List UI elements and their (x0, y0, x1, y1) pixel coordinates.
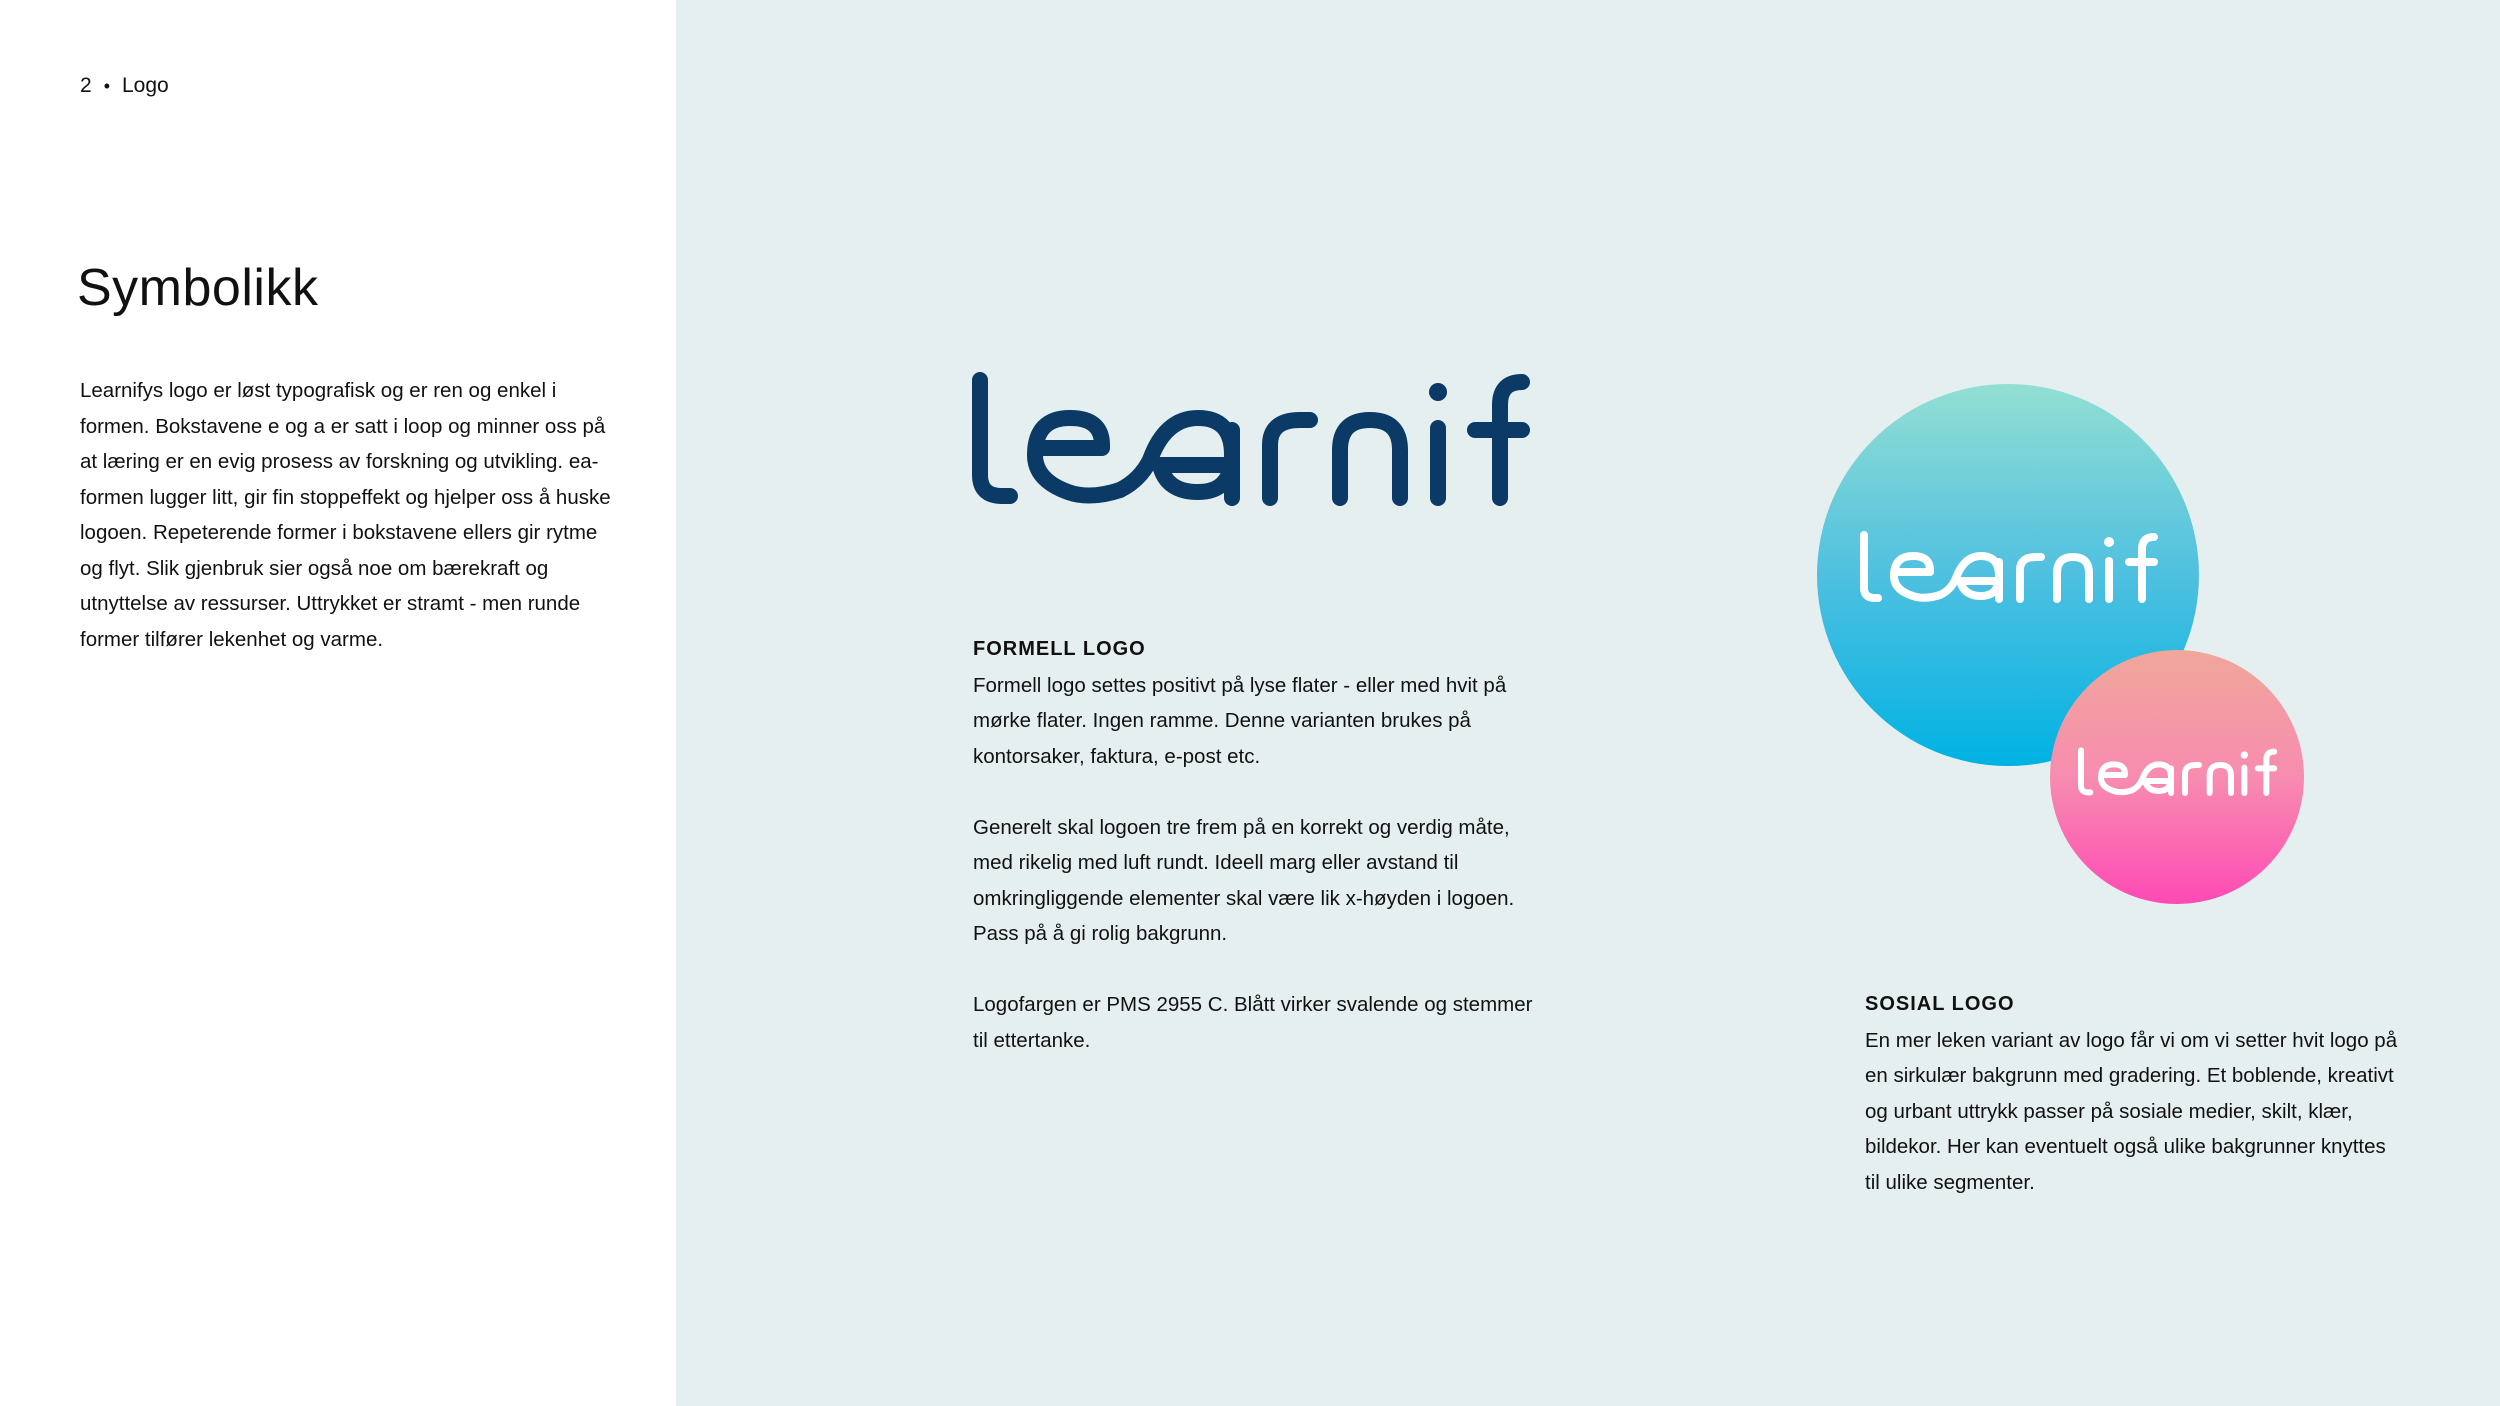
social-logo-wordmark-small (2077, 747, 2277, 807)
left-panel (0, 0, 676, 1406)
formal-paragraph-2: Generelt skal logoen tre frem på en korrekt og verdig måte, med rikelig med luft rundt. Ideell marg eller avstand til omkringliggende elementer skal være lik x-høyden i logoen. Pass på å gi rolig bakgrunn. (973, 815, 1515, 945)
formal-paragraph-3: Logofargen er PMS 2955 C. Blått virker svalende og stemmer til ettertanke. (973, 993, 1533, 1052)
formal-logo-wordmark (970, 370, 1530, 545)
formal-logo-description (973, 632, 1533, 1058)
formal-logo (970, 370, 1530, 545)
intro-paragraph: Learnifys logo er løst typografisk og er ren og enkel i formen. Bokstavene e og a er satt i loop og minner oss på at læring er en evig prosess av forskning og utvikling. ea-formen lugger litt, gir fin stoppeffekt og hjelper oss å huske logoen. Repeterende former i bokstavene ellers gir rytme og flyt. Slik gjenbruk sier også noe om bærekraft og utnyttelse av ressurser. Uttrykket er stramt - men runde former tilfører lekenhet og varme. (80, 379, 611, 651)
page-indicator (80, 74, 169, 98)
formal-paragraph-1: Formell logo settes positivt på lyse flater - eller med hvit på mørke flater. Ingen ramme. Denne varianten brukes på kontorsaker, faktura, e-post etc. (973, 673, 1507, 768)
social-paragraph: En mer leken variant av logo får vi om vi setter hvit logo på en sirkulær bakgrunn med gradering. Et boblende, kreativt og urbant uttrykk passer på sosiale medier, skilt, klær, bildekor. Her kan eventuelt også ulike bakgrunner knyttes til ulike segmenter. (1865, 1028, 2398, 1194)
social-logo-heading: SOSIAL LOGO (1865, 993, 2015, 1015)
social-logo-pink-circle (2050, 650, 2304, 904)
page-title: Symbolikk (77, 259, 319, 317)
social-logo-wordmark-large (1858, 530, 2158, 620)
section-label: Logo (122, 74, 169, 97)
social-logo-description (1865, 987, 2405, 1200)
separator-dot: • (103, 75, 110, 96)
formal-logo-heading: FORMELL LOGO (973, 638, 1146, 660)
page-number: 2 (80, 74, 92, 97)
